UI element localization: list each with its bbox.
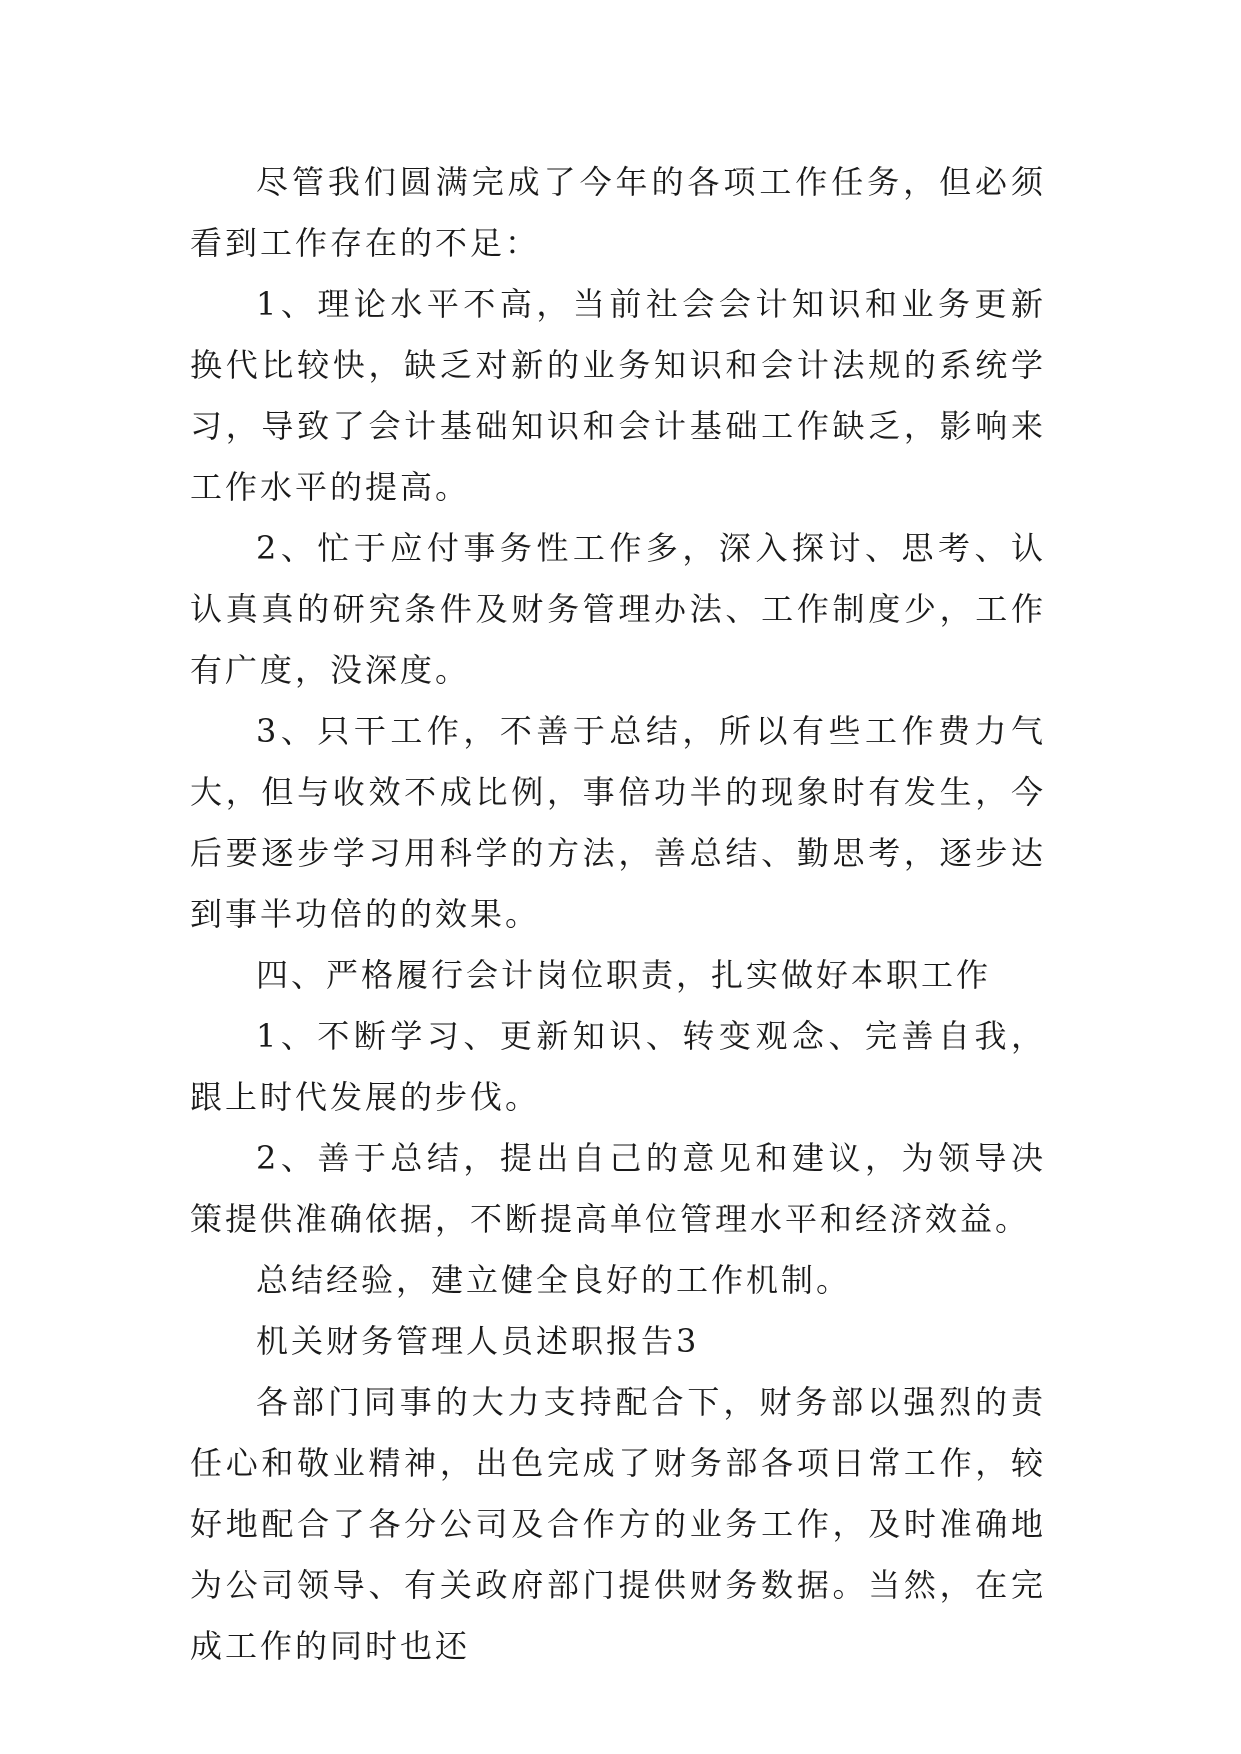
paragraph-item-2-busy: 2、忙于应付事务性工作多，深入探讨、思考、认认真真的研究条件及财务管理办法、工作制度少，工作有广度，没深度。	[190, 529, 1046, 689]
report-title-3: 机关财务管理人员述职报告3	[256, 1322, 700, 1360]
paragraph-experience: 总结经验，建立健全良好的工作机制。	[256, 1261, 852, 1299]
paragraph-item-1-learning: 1、不断学习、更新知识、转变观念、完善自我，跟上时代发展的步伐。	[190, 1017, 1046, 1116]
paragraph-report-3-body: 各部门同事的大力支持配合下，财务部以强烈的责任心和敬业精神，出色完成了财务部各项日常工作，较好地配合了各分公司及合作方的业务工作，及时准确地为公司领导、有关政府部门提供财务数据。当然，在完成工作的同时也还	[190, 1383, 1046, 1665]
paragraph-item-3-summary: 3、只干工作，不善于总结，所以有些工作费力气大，但与收效不成比例，事倍功半的现象时有发生，今后要逐步学习用科学的方法，善总结、勤思考，逐步达到事半功倍的的效果。	[190, 712, 1046, 933]
section-heading-four: 四、严格履行会计岗位职责，扎实做好本职工作	[256, 956, 992, 994]
paragraph-item-2-suggestions: 2、善于总结，提出自己的意见和建议，为领导决策提供准确依据，不断提高单位管理水平和经济效益。	[190, 1139, 1046, 1238]
document-page	[190, 152, 1046, 1677]
paragraph-item-1-theory: 1、理论水平不高，当前社会会计知识和业务更新换代比较快，缺乏对新的业务知识和会计法规的系统学习，导致了会计基础知识和会计基础工作缺乏，影响来工作水平的提高。	[190, 285, 1046, 506]
paragraph-shortcomings-intro: 尽管我们圆满完成了今年的各项工作任务，但必须看到工作存在的不足：	[190, 163, 1046, 262]
